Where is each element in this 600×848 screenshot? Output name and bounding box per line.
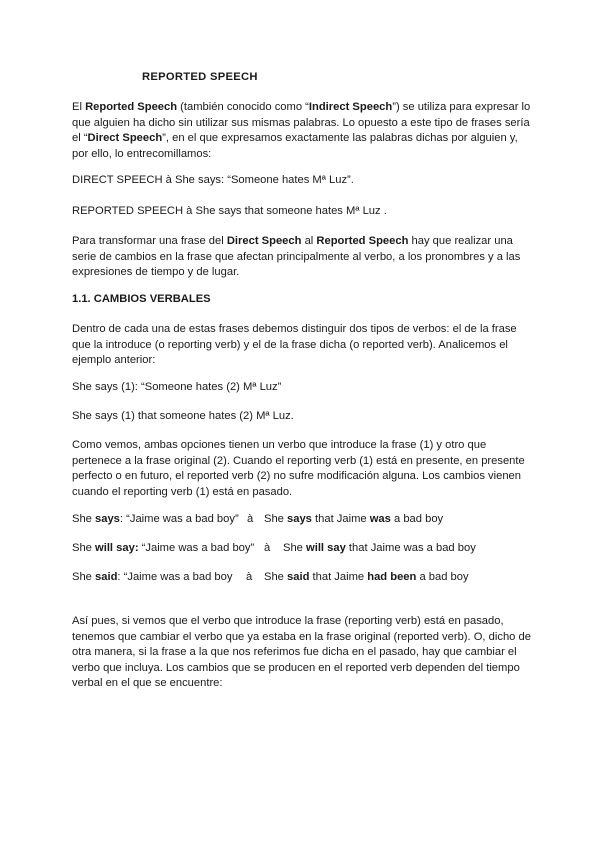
document-title: REPORTED SPEECH — [142, 71, 258, 83]
bold-verb: will say — [306, 542, 346, 554]
example-row — [72, 541, 254, 557]
example-row — [72, 512, 239, 528]
direct-speech-example: DIRECT SPEECH à She says: “Someone hates Mª Luz”. — [72, 174, 354, 186]
section-heading: 1.1. CAMBIOS VERBALES — [72, 293, 211, 305]
reported-speech-example: REPORTED SPEECH à She says that someone hates Mª Luz . — [72, 205, 387, 217]
text-run: Para transformar una frase del — [72, 235, 227, 247]
text-run: (también conocido como “ — [177, 101, 309, 113]
text-run: : “Jaime was a bad boy” — [119, 513, 239, 525]
text-run: that Jaime — [311, 513, 370, 525]
bold-term: Reported Speech — [316, 235, 409, 247]
bold-term: Direct Speech — [226, 235, 302, 247]
arrow-symbol: à — [264, 542, 271, 554]
arrow-symbol: à — [247, 513, 254, 525]
text-run: ”) se utiliza para expresar lo que alguien ha dicho sin utilizar sus mismas palabras. Lo opuesto a este tipo de frases sería el “ — [72, 101, 531, 144]
conclusion-paragraph: Así pues, si vemos que el verbo que introduce la frase (reporting verb) está en pasado, tenemos que cambiar el verbo que ya estaba en la frase original (reported verb). O, dicho de otra manera, si la frase a la que nos referimos fue dicha en el pasado, hay que cambiar el verbo que incluya. Los cambios que se producen en el reported verb dependen del tiempo verbal en el que se encuentre: — [72, 615, 531, 689]
transform-paragraph — [72, 234, 532, 281]
text-run: “Jaime was a bad boy” — [138, 542, 255, 554]
analysis-line-2: She says (1) that someone hates (2) Mª Luz. — [72, 410, 294, 422]
bold-term: Direct Speech — [87, 132, 163, 144]
example-reported — [264, 570, 469, 586]
text-run: She — [264, 513, 288, 525]
bold-verb: was — [369, 513, 391, 525]
analysis-line-1: She says (1): “Someone hates (2) Mª Luz” — [72, 381, 282, 393]
bold-verb: said — [95, 571, 118, 583]
bold-verb: said — [287, 571, 310, 583]
arrow-symbol: à — [246, 571, 253, 583]
text-run: El — [72, 101, 86, 113]
text-run: that Jaime — [309, 571, 368, 583]
text-run: al — [301, 235, 317, 247]
text-run: hay que realizar una serie de cambios en la frase que afectan principalmente al verbo, a los pronombres y a las expresiones de tiempo y de lugar. — [72, 235, 521, 278]
intro-paragraph — [72, 100, 532, 162]
text-run: She — [72, 571, 96, 583]
text-run: She — [283, 542, 307, 554]
explanation-paragraph: Como vemos, ambas opciones tienen un verbo que introduce la frase (1) y otro que pertenece a la frase original (2). Cuando el reporting verb (1) está en presente, en presente perfecto o en futuro, el reported verb (2) no sufre modificación alguna. Los cambios vienen cuando el reporting verb (1) está en pasado. — [72, 439, 525, 498]
bold-verb: says — [95, 513, 120, 525]
verbs-paragraph: Dentro de cada una de estas frases debemos distinguir dos tipos de verbos: el de la frase que la introduce (o reporting verb) y el de la frase dicha (o reported verb). Analicemos el ejemplo anterior: — [72, 323, 517, 366]
bold-verb: says — [287, 513, 312, 525]
example-reported — [264, 512, 443, 528]
bold-verb: had been — [367, 571, 417, 583]
text-run: : “Jaime was a bad boy — [117, 571, 233, 583]
bold-term: Indirect Speech — [308, 101, 393, 113]
text-run: ”, en el que expresamos exactamente las palabras dichas por alguien y, por ello, lo entrecomillamos: — [72, 132, 518, 160]
text-run: She — [72, 542, 96, 554]
text-run: a bad boy — [390, 513, 444, 525]
text-run: that Jaime was a bad boy — [345, 542, 476, 554]
bold-term: Reported Speech — [85, 101, 178, 113]
bold-verb: will say: — [95, 542, 139, 554]
text-run: a bad boy — [416, 571, 469, 583]
text-run: She — [72, 513, 96, 525]
example-row — [72, 570, 232, 586]
text-run: She — [264, 571, 288, 583]
example-reported — [283, 541, 476, 557]
